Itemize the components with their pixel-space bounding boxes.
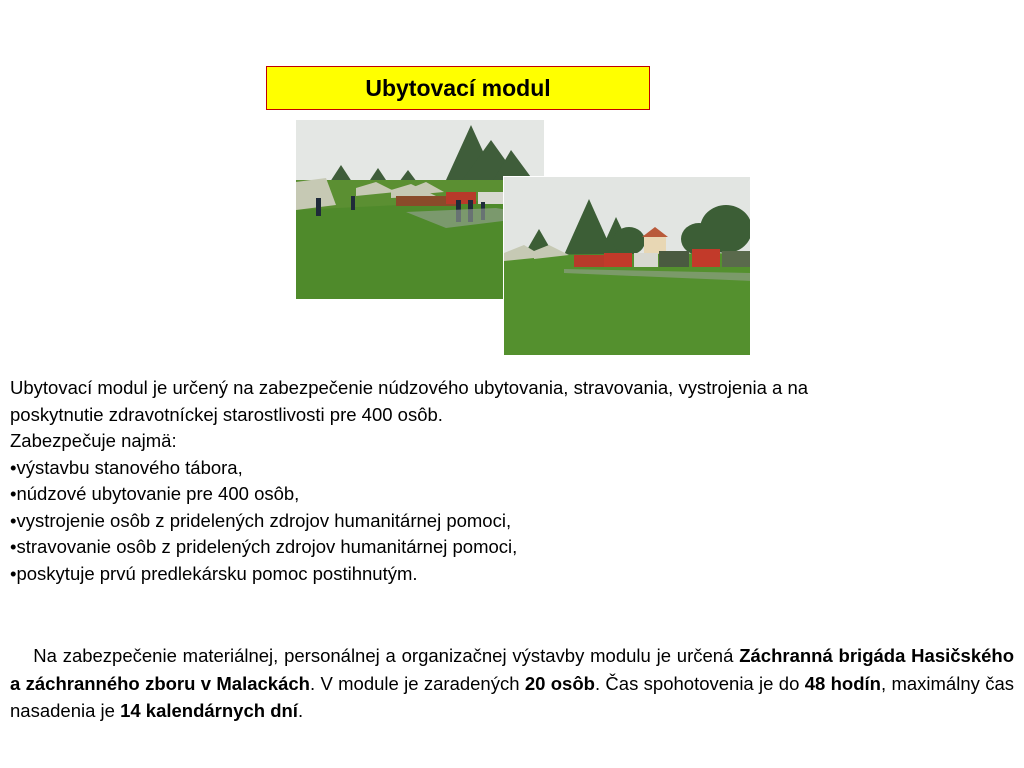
footer-readiness: 48 hodín — [804, 672, 881, 694]
list-item: •vystrojenie osôb z pridelených zdrojov humanitárnej pomoci, — [10, 509, 512, 531]
camp-photo-2-image — [504, 177, 751, 356]
footer-persons: 20 osôb — [524, 672, 595, 694]
list-item: •stravovanie osôb z pridelených zdrojov humanitárnej pomoci, — [10, 536, 518, 557]
footer-paragraph — [10, 642, 1014, 725]
list-item: •poskytuje prvú predlekársku pomoc postihnutým. — [10, 562, 418, 584]
camp-photo-2 — [503, 176, 751, 356]
provides-label: Zabezpečuje najmä: — [10, 430, 177, 451]
footer-org: Záchranná brigáda Hasičského a záchranného zboru v Malackách — [10, 645, 1015, 694]
footer-part-3: . Čas spohotovenia je do — [594, 672, 805, 694]
footer-part-5: . — [297, 700, 304, 721]
list-item: •núdzové ubytovanie pre 400 osôb, — [10, 483, 300, 504]
description-block — [10, 375, 1014, 587]
footer-part-1: Na zabezpečenie materiálnej, personálnej a organizačnej výstavby modulu je určená — [33, 645, 740, 666]
intro-line-1: Ubytovací modul je určený na zabezpečenie núdzového ubytovania, stravovania, vystrojenia a na — [10, 377, 809, 398]
slide-title: Ubytovací modul — [266, 66, 650, 110]
list-item: •výstavbu stanového tábora, — [10, 456, 243, 478]
footer-part-2: . V module je zaradených — [309, 672, 525, 694]
intro-line-2: poskytnutie zdravotníckej starostlivosti pre 400 osôb. — [10, 403, 443, 425]
footer-part-4: , maximálny čas nasadenia je — [10, 672, 1014, 721]
footer-deployment: 14 kalendárnych dní — [120, 700, 298, 721]
